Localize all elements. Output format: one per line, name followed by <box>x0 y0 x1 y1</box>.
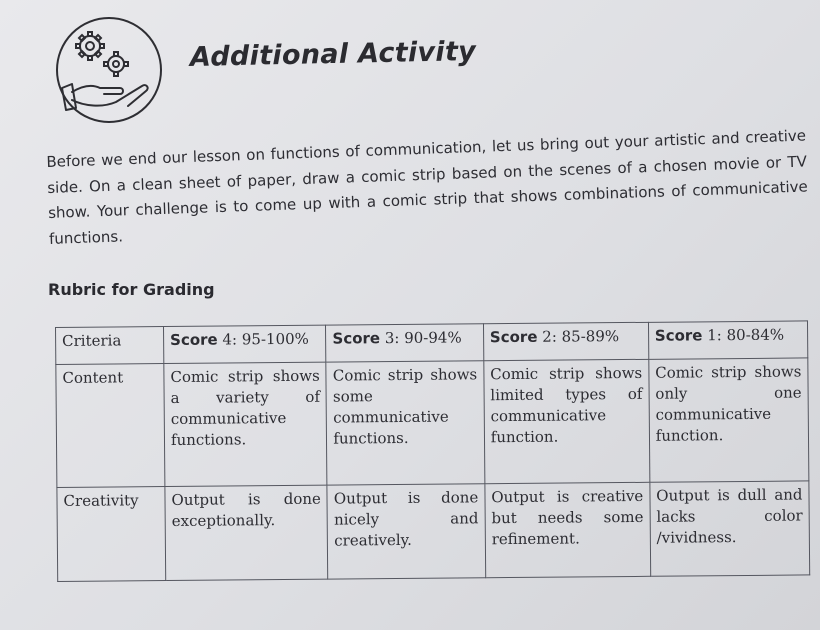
score3-cell: Output is done nicely and creatively. <box>327 484 485 580</box>
gears-in-hand-icon <box>50 14 168 126</box>
score2-range: 2: 85-89% <box>537 327 620 346</box>
intro-paragraph: Before we end our lesson on functions of communication, let us bring out your artistic and creative side. On a clean sheet of paper, draw a comic strip based on the scenes of a chosen movie or TV show. Your challenge is to come up with a comic strip that shows combinations of communicative functions. <box>46 126 809 248</box>
score1-cell: Output is dull and lacks color /vividness. <box>650 481 810 577</box>
score4-header <box>164 325 327 363</box>
criterion-cell: Content <box>56 363 165 487</box>
score2-cell: Output is creative but needs some refinement. <box>485 482 651 578</box>
score4-cell: Comic strip shows a variety of communicative functions. <box>164 362 327 486</box>
score2-label: Score <box>489 327 538 347</box>
score4-range: 4: 95-100% <box>217 329 309 349</box>
score3-label: Score <box>332 329 381 348</box>
score3-cell: Comic strip shows some communicative functions. <box>326 361 484 485</box>
criteria-header: Criteria <box>56 327 164 365</box>
score3-range: 3: 90-94% <box>379 328 462 348</box>
table-row <box>56 358 809 487</box>
rubric-heading: Rubric for Grading <box>48 280 215 299</box>
score1-cell: Comic strip shows only one communicative function. <box>649 358 809 482</box>
score1-label: Score <box>654 326 703 345</box>
score2-cell: Comic strip shows limited types of communicative function. <box>484 359 650 483</box>
score1-header <box>648 321 808 359</box>
rubric-table <box>55 320 810 582</box>
score1-range: 1: 80-84% <box>702 325 785 345</box>
score3-header <box>326 324 484 362</box>
score4-cell: Output is done exceptionally. <box>165 485 328 581</box>
score2-header <box>483 322 648 360</box>
criterion-cell: Creativity <box>57 486 166 581</box>
table-row <box>57 481 810 582</box>
page-title: Additional Activity <box>189 36 477 73</box>
score4-label: Score <box>170 330 218 349</box>
